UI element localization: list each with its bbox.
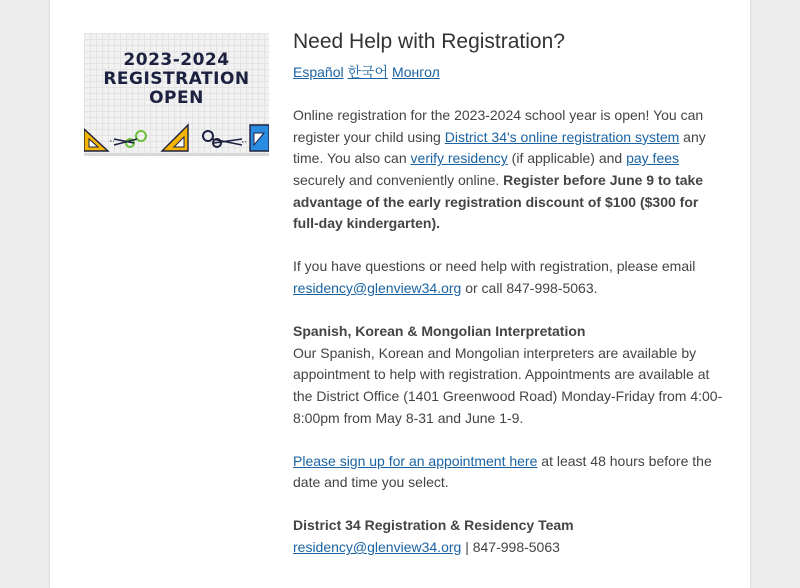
signature: [293, 515, 723, 558]
text: at least 48 hours before the date and time you select.: [293, 452, 712, 491]
signature-team: District 34 Registration & Residency Team: [293, 517, 574, 534]
interpretation-paragraph: [293, 321, 723, 429]
registration-paragraph: [293, 105, 723, 235]
verify-residency-link[interactable]: verify residency: [410, 150, 508, 167]
early-registration-notice: Register before June 9 to take advantage of the early registration discount of $100 ($300 for full-day kindergarten).: [293, 171, 704, 232]
residency-email-link[interactable]: residency@glenview34.org: [293, 279, 462, 296]
message-title: Need Help with Registration?: [293, 30, 565, 53]
ruler-icon: [250, 125, 269, 151]
banner-text: [84, 51, 269, 108]
signature-phone: | 847-998-5063: [461, 539, 560, 556]
link-espanol[interactable]: Español: [293, 64, 344, 80]
link-mongolian[interactable]: Монгол: [391, 64, 440, 80]
banner-line-open: OPEN: [149, 88, 204, 108]
appointment-paragraph: [293, 451, 723, 494]
signature-email-link[interactable]: residency@glenview34.org: [293, 539, 462, 556]
online-registration-link[interactable]: District 34's online registration system: [444, 128, 680, 145]
triangle-ruler-icon: [84, 129, 108, 151]
banner-line-year: 2023-2024: [123, 50, 230, 70]
email-card: [50, 0, 750, 588]
triangle-ruler-icon: [162, 125, 188, 151]
language-links: [293, 62, 723, 84]
pay-fees-link[interactable]: pay fees: [626, 150, 680, 167]
appointment-signup-link[interactable]: Please sign up for an appointment here: [293, 452, 538, 469]
registration-banner-image: [84, 33, 269, 156]
text: If you have questions or need help with registration, please email: [293, 258, 696, 275]
scissors-icon: [203, 131, 246, 147]
message-body: [293, 28, 723, 580]
banner-line-registration: REGISTRATION: [103, 69, 250, 89]
interpretation-heading: Spanish, Korean & Mongolian Interpretation: [293, 323, 586, 340]
text: Online registration for the 2023-2024 school year is open! You can register your child using: [293, 107, 704, 145]
link-korean[interactable]: 한국어: [347, 64, 389, 80]
text: or call 847-998-5063.: [461, 279, 598, 296]
interpretation-text: Our Spanish, Korean and Mongolian interpreters are available by appointment to help with registration. Appointments are available at the District Office (1401 Greenwood Road) Monday-Friday from 4:00-8:00pm from May 8-31 and June 1-9.: [293, 344, 723, 426]
school-supplies-illustration: [84, 121, 269, 153]
scissors-icon: [110, 131, 146, 147]
text: (if applicable) and: [507, 150, 627, 167]
text: securely and conveniently online.: [293, 171, 504, 188]
text: any time. You also can: [293, 128, 706, 167]
contact-paragraph: [293, 256, 723, 299]
